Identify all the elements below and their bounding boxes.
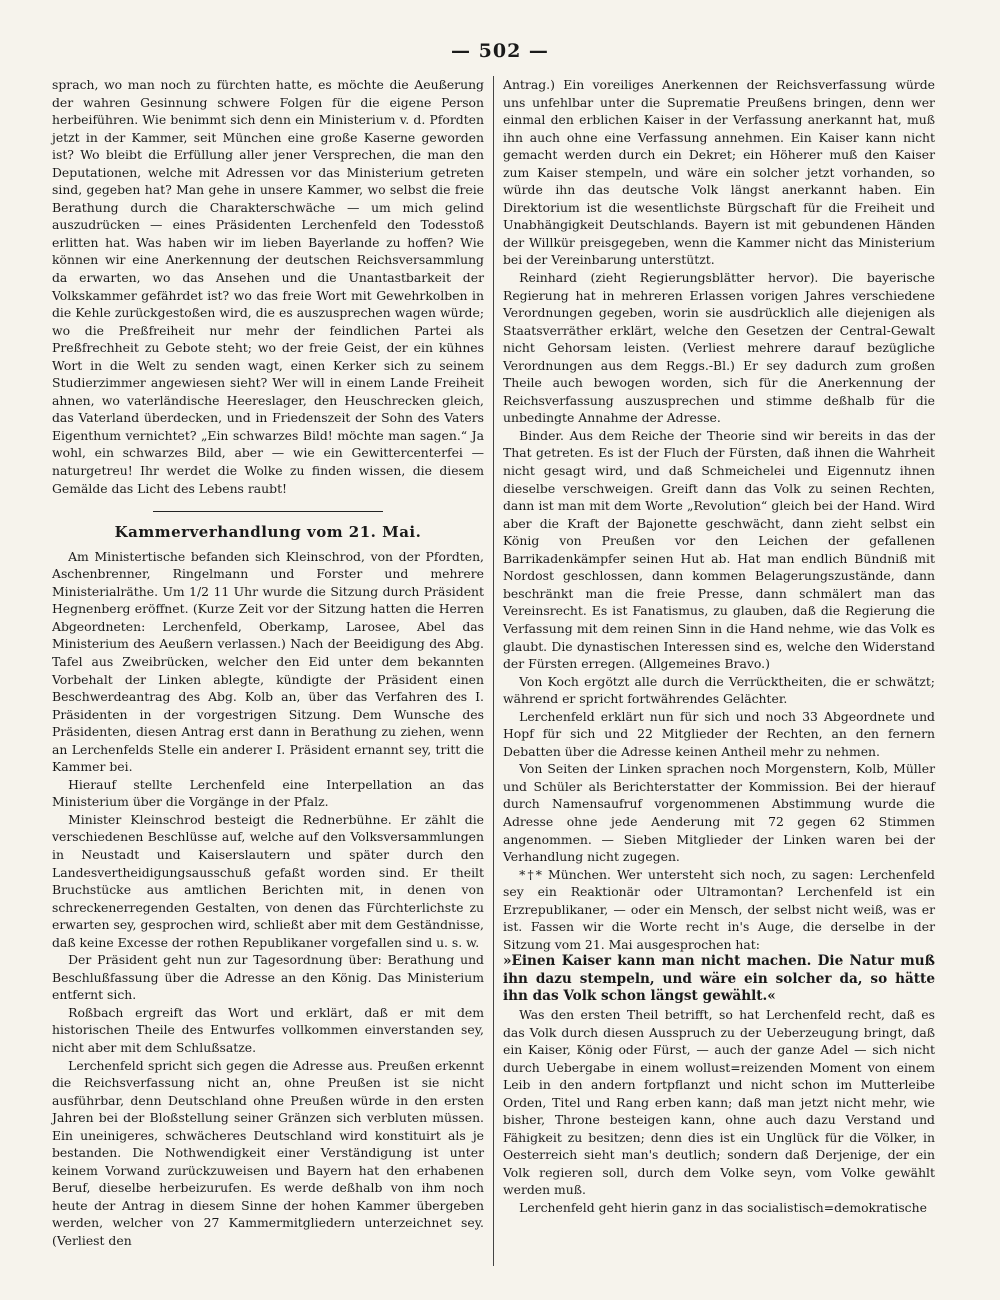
left-paragraph-lerchenfeld: Lerchenfeld spricht sich gegen die Adresse aus. Preußen erkennt die Reichsverfassung nicht an, ohne Preußen ist sie nicht ausführbar, denn Deutschland ohne Preußen würde in den ersten Jahren bei der Bloßstellung seiner Gränzen sich verbluten müssen. Ein uneinigeres, schwächeres Deutschland wird konstituirt als je bestanden. Die Nothwendigkeit einer Verständigung ist unter keinem Vorwand zurückzuweisen und Bayern hat den erhabenen Beruf, dieselbe herbeizurufen. Es werde deßhalb von ihm noch heute der Antrag in diesem Sinne der hohen Kammer übergeben werden, welcher von 27 Kammermitgliedern unterzeichnet sey. (Verliest den — [52, 1057, 484, 1248]
section-separator — [153, 511, 383, 512]
column-divider — [493, 76, 494, 1266]
left-paragraph-ministers: Am Ministertische befanden sich Kleinschrod, von der Pfordten, Aschenbrenner, Ringelmann und Forster und mehrere Ministerialräthe. Um 1/2 11 Uhr wurde die Sitzung durch Präsident Hegnenberg eröffnet. (Kurze Zeit vor der Sitzung hatten die Herren Abgeordneten: Lerchenfeld, Oberkamp, Larosee, Abel das Ministerium des Aeußern verlassen.) Nach der Beeidigung des Abg. Tafel aus Zweibrücken, welcher den Eid unter dem bekannten Vorbehalt der Linken ablegte, kündigte der Präsident einen Beschwerdeantrag des Abg. Kolb an, über das Verfahren des I. Präsidenten in der vorgestrigen Sitzung. Dem Wunsche des Präsidenten, diesen Antrag erst dann in Berathung zu ziehen, wenn an Lerchenfelds Stelle ein anderer I. Präsident ernannt sey, tritt die Kammer bei. — [52, 548, 484, 775]
page-number: — 502 — — [451, 40, 549, 62]
right-paragraph-commentary: Was den ersten Theil betrifft, so hat Lerchenfeld recht, daß es das Volk durch diesen Ausspruch zu der Ueberzeugung bringt, daß ein Kaiser, König oder Fürst, — auch der ganze Adel — sich nicht durch Uebergabe in einem wollust=reizenden Moment von einem Leib in den andern fortpflanzt und nicht schon im Mutterleibe Orden, Titel und Rang erben kann; daß man jetzt nicht mehr, wie bisher, Throne besteigen kann, ohne auch dazu Verstand und Fähigkeit zu besitzen; denn dies ist ein Unglück für die Völker, in Oesterreich sieht man's deutlich; sondern daß Derjenige, der ein Volk regieren soll, durch dem Volke seyn, vom Volke gewählt werden muß. — [503, 1006, 935, 1198]
left-paragraph-kleinschrod: Minister Kleinschrod besteigt die Rednerbühne. Er zählt die verschiedenen Beschlüsse auf, welche auf den Volksversammlungen in Neustadt und Kaiserslautern und später durch den Landesvertheidigungsausschuß gefaßt worden sind. Er theilt Bruchstücke aus amtlichen Berichten mit, in denen von schreckenerregenden Gestalten, von denen das Fürchterlichste zu erwarten sey, gesprochen wird, schließt aber mit dem Geständnisse, daß keine Excesse der rothen Republikaner vorgefallen sind u. s. w. — [52, 811, 484, 950]
right-paragraph-koch: Von Koch ergötzt alle durch die Verrücktheiten, die er schwätzt; während er spricht fortwährendes Gelächter. — [503, 673, 935, 707]
left-paragraph-rossbach: Roßbach ergreift das Wort und erklärt, daß er mit dem historischen Theile des Entwurfes vollkommen einverstanden sey, nicht aber mit dem Schlußsatze. — [52, 1004, 484, 1055]
right-paragraph-lerchenfeld-declaration: Lerchenfeld erklärt nun für sich und noch 33 Abgeordnete und Hopf für sich und 22 Mitglieder der Rechten, an den fernern Debatten über die Adresse keinen Antheil mehr zu nehmen. — [503, 708, 935, 759]
right-paragraph-binder: Binder. Aus dem Reiche der Theorie sind wir bereits in das der That getreten. Es ist der Fluch der Fürsten, daß ihnen die Wahrheit nicht gesagt wird, und daß Schmeichelei und Eigennutz ihnen dieselbe verschweigen. Greift dann das Volk zu seinen Rechten, dann ist man mit dem Worte „Revolution“ gleich bei der Hand. Wird aber die Kraft der Bajonette geschwächt, dann zieht selbst ein König von Preußen vor den Leichen der gefallenen Barrikadenkämpfer seinen Hut ab. Hat man endlich Bündniß mit Nordost geschlossen, dann kommen Belagerungszustände, dann beschränkt man die freie Presse, dann schmälert man das Vereinsrecht. Es ist Fanatismus, zu glauben, daß die Regierung die Verfassung mit dem reinen Sinn in die Hand nehme, wie das Volk es glaubt. Die dynastischen Interessen sind es, welche den Widerstand der Fürsten erregen. (Allgemeines Bravo.) — [503, 427, 935, 672]
left-opening-paragraph: sprach, wo man noch zu fürchten hatte, es möchte die Aeußerung der wahren Gesinnung schwere Folgen für die eigene Person herbeiführen. Wie benimmt sich denn ein Ministerium v. d. Pfordten jetzt in der Kammer, seit München eine große Kaserne geworden ist? Wo bleibt die Erfüllung aller jener Versprechen, die man den Deputationen, welche mit Adressen vor das Ministerium getreten sind, gegeben hat? Man gehe in unsere Kammer, wo selbst die freie Berathung durch die Charakterschwäche — um mich gelind auszudrücken — eines Präsidenten Lerchenfeld den Todesstoß erlitten hat. Was haben wir im lieben Bayerlande zu hoffen? Wie können wir eine Anerkennung der deutschen Reichsversammlung da erwarten, wo das Ansehen und die Unantastbarkeit der Volkskammer gefährdet ist? wo das freie Wort mit Gewehrkolben in die Kehle zurückgestoßen wird, die es auszusprechen wagen würde; wo die Preßfreiheit nur mehr der feindlichen Partei als Preßfrechheit zu Gebote steht; wo der freie Geist, der ein kühnes Wort in die Welt zu senden wagt, einen Kerker sich zu seinem Studierzimmer angewiesen sieht? Wer will in einem Lande Freiheit ahnen, wo vaterländische Heereslager, den Heuschrecken gleich, das Vaterland überdecken, und in Friedenszeit der Sohn des Vaters Eigenthum vernichtet? „Ein schwarzes Bild! möchte man sagen.“ Ja wohl, ein schwarzes Bild, aber — wie ein Gewittercenterfei — naturgetreu! Ihr werdet die Wolke zu finden wissen, die diesem Gemälde das Licht des Lebens raubt! — [52, 77, 484, 496]
right-paragraph-muenchen: *†* München. Wer untersteht sich noch, zu sagen: Lerchenfeld sey ein Reaktionär oder Ultramontan? Lerchenfeld ist ein Erzrepublikaner, — oder ein Mensch, der selbst nicht weiß, was er ist. Fassen wir die Worte recht in's Auge, die derselbe in der Sitzung vom 21. Mai ausgesprochen hat: — [503, 866, 935, 952]
section-heading: Kammerverhandlung vom 21. Mai. — [114, 523, 422, 542]
right-column — [503, 76, 935, 1217]
right-paragraph-vote: Von Seiten der Linken sprachen noch Morgenstern, Kolb, Müller und Schüler als Berichterstatter der Kommission. Bei der hierauf durch Namensaufruf vorgenommenen Abstimmung wurde die Adresse ohne jede Aenderung mit 72 gegen 62 Stimmen angenommen. — Sieben Mitglieder der Linken waren bei der Verhandlung nicht zugegen. — [503, 761, 935, 865]
left-paragraph-interpellation: Hierauf stellte Lerchenfeld eine Interpellation an das Ministerium über die Vorgänge in der Pfalz. — [52, 776, 484, 810]
right-paragraph-closing: Lerchenfeld geht hierin ganz in das socialistisch=demokratische — [519, 1200, 927, 1215]
right-paragraph-reinhard: Reinhard (zieht Regierungsblätter hervor). Die bayerische Regierung hat in mehreren Erlassen vorigen Jahres verschiedene Verordnungen gegeben, worin sie ausdrücklich alle diejenigen als Staatsverräther erklärt, welche den Gesetzen der Central-Gewalt nicht Gehorsam leisten. (Verliest mehrere darauf bezügliche Verordnungen aus dem Reggs.-Bl.) Er sey dadurch zum großen Theile auch bewogen worden, sich für die Anerkennung der Reichsverfassung auszusprechen und stimme deßhalb für die unbedingte Annahme der Adresse. — [503, 270, 935, 426]
right-quote: »Einen Kaiser kann man nicht machen. Die Natur muß ihn dazu stempeln, und wäre ein solcher da, so hätte ihn das Volk schon längst gewählt.« — [503, 953, 935, 1005]
left-column — [52, 76, 484, 1250]
left-paragraph-agenda: Der Präsident geht nun zur Tagesordnung über: Berathung und Beschlußfassung über die Adresse an den König. Das Ministerium entfernt sich. — [52, 952, 484, 1003]
right-paragraph-antrag: Antrag.) Ein voreiliges Anerkennen der Reichsverfassung würde uns unfehlbar unter die Suprematie Preußens bringen, denn wer einmal den erblichen Kaiser in der Verfassung anerkannt hat, muß ihn auch ohne eine Verfassung annehmen. Ein Kaiser kann nicht gemacht werden durch ein Dekret; ein Höherer muß den Kaiser zum Kaiser stempeln, und wäre ein solcher jetzt vorhanden, so würde ihn das deutsche Volk längst anerkannt haben. Ein Direktorium ist die wesentlichste Bürgschaft für die Freiheit und Unabhängigkeit Deutschlands. Bayern ist mit gebundenen Händen der Willkür preisgegeben, wenn die Kammer nicht das Ministerium bei der Vereinbarung unterstützt. — [503, 77, 935, 268]
